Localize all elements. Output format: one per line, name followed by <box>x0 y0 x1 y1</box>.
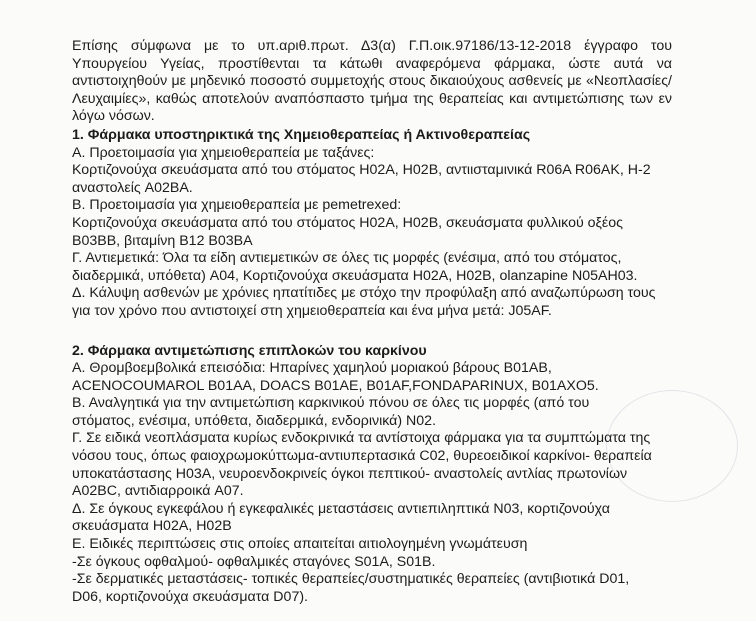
section2-line: D06, κορτιζονούχα σκευάσματα D07). <box>72 588 309 605</box>
section1-line: Γ. Αντιεμετικά: Όλα τα είδη αντιεμετικών σε όλες τις μορφές (ενέσιμα, από του στόματος, <box>72 250 622 267</box>
section2-line: Β. Αναλγητικά για την αντιμετώπιση καρκινικού πόνου σε όλες τις μορφές (από του <box>72 395 590 412</box>
section2-line: στόματος, ενέσιμα, υπόθετα, διαδερμικά, ενδορινικά) N02. <box>72 412 437 429</box>
section2-body <box>72 360 672 606</box>
section2-line: Α. Θρομβοεμβολικά επεισόδια: Ηπαρίνες χαμηλού μοριακού βάρους B01AB, <box>72 360 552 377</box>
section1-line: Κορτιζονούχα σκευάσματα από του στόματος H02A, H02B, αντιισταμινικά R06A R06AK, H-2 <box>72 162 651 179</box>
section2-line: -Σε όγκους οφθαλμού- οφθαλμικές σταγόνες S01A, S01B. <box>72 553 436 570</box>
section1-line: διαδερμικά, υπόθετα) A04, Κορτιζονούχα σκευάσματα H02A, H02B, olanzapine N05AH03. <box>72 267 638 284</box>
section2-line: Γ. Σε ειδικά νεοπλάσματα κυρίως ενδοκρινικά τα αντίστοιχα φάρμακα για τα συμπτώματα της <box>72 430 651 447</box>
section1-line: Κορτιζονούχα σκευάσματα από του στόματος H02A, H02B, σκευάσματα φυλλικού οξέος <box>72 214 623 231</box>
section1-line: B03BB, βιταμίνη B12 B03BA <box>72 232 253 249</box>
section2-line: νόσου τους, όπως φαιοχρωμοκύττωμα-αντιυπερτασικά C02, θυρεοειδικοί καρκίνοι- θεραπεία <box>72 448 652 465</box>
section2-line: σκευάσματα H02A, H02B <box>72 518 232 535</box>
section1-body <box>72 145 672 321</box>
section1-line: Δ. Κάλυψη ασθενών με χρόνιες ηπατίτιδες με στόχο την προφύλαξη από αναζωπύρωση τους <box>72 285 656 302</box>
section2-line: Δ. Σε όγκους εγκεφάλου ή εγκεφαλικές μεταστάσεις αντιεπιληπτικά N03, κορτιζονούχα <box>72 500 610 517</box>
section2-line: -Σε δερματικές μεταστάσεις- τοπικές θεραπείες/συστηματικές θεραπείες (αντιβιοτικά D01, <box>72 571 630 588</box>
section1-heading: 1. Φάρμακα υποστηρικτικά της Χημειοθεραπείας ή Ακτινοθεραπείας <box>72 126 531 143</box>
section-spacer <box>72 321 672 343</box>
section1-line: αναστολείς A02BA. <box>72 179 193 196</box>
document-page <box>72 38 672 606</box>
section2-line: Ε. Ειδικές περιπτώσεις στις οποίες απαιτείται αιτιολογημένη γνωμάτευση <box>72 536 528 553</box>
section2-line: A02BC, αντιδιαρροικά A07. <box>72 483 244 500</box>
section1-line: Α. Προετοιμασία για χημειοθεραπεία με ταξάνες: <box>72 144 375 161</box>
section1-line: Β. Προετοιμασία για χημειοθεραπεία με pemetrexed: <box>72 197 402 214</box>
section2-heading: 2. Φάρμακα αντιμετώπισης επιπλοκών του καρκίνου <box>72 342 427 359</box>
intro-paragraph: Επίσης σύμφωνα με το υπ.αριθ.πρωτ. Δ3(α) Γ.Π.οικ.97186/13-12-2018 έγγραφο του Υπουργείου Υγείας, προστίθενται τα κάτωθι αναφερόμενα φάρμακα, ώστε αυτά να αντιστοιχηθούν με μηδενικό ποσοστό συμμετοχής στους δικαιούχους ασθενείς με «Νεοπλασίες/ Λευχαιμίες», καθώς αποτελούν αναπόσπαστο τμήμα της θεραπείας και αντιμετώπισης των εν λόγω νόσων. <box>72 38 672 125</box>
section2-line: υποκατάστασης H03A, νευροενδοκρινείς όγκοι πεπτικού- αναστολείς αντλίας πρωτονίων <box>72 465 628 482</box>
section1-line: για τον χρόνο που αντιστοιχεί στη χημειοθεραπεία και ένα μήνα μετά: J05AF. <box>72 302 552 319</box>
section2-line: ACENOCOUMAROL B01AA, DOACS B01AE, B01AF,FONDAPARINUX, B01AXO5. <box>72 377 599 394</box>
